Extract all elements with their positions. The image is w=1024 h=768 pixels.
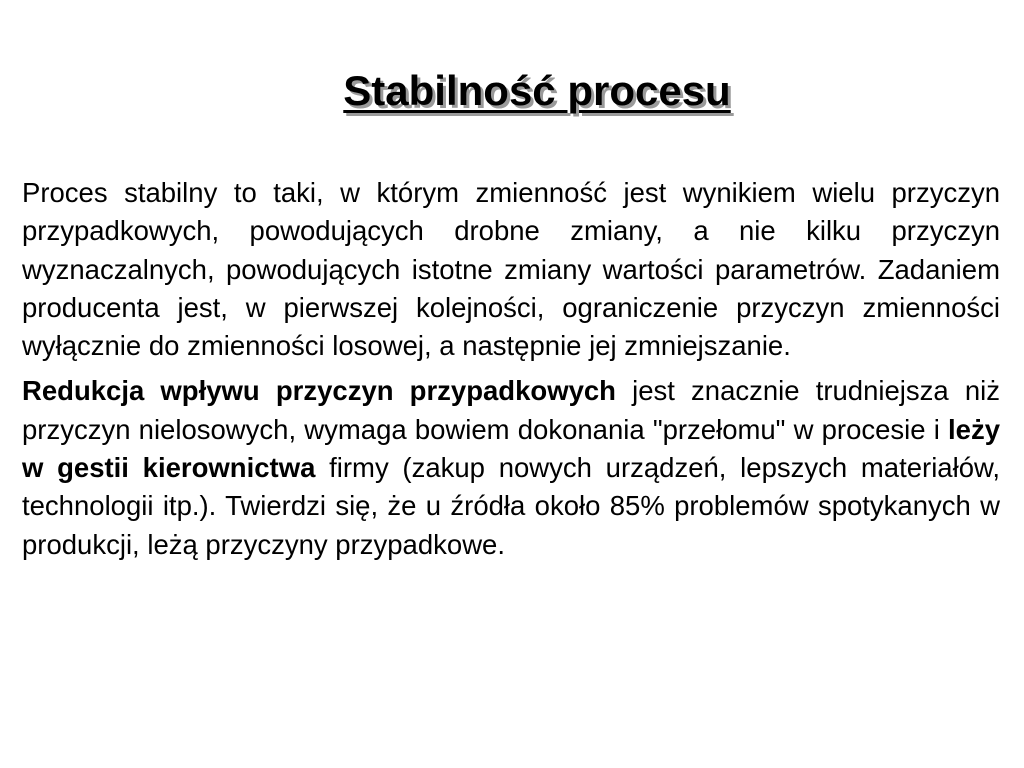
bold-phrase-management: leży w gestii kierownictwa xyxy=(22,413,1000,484)
paragraph-random-causes xyxy=(22,372,1000,563)
paragraph-text: firmy (zakup nowych urządzeń, lepszych materiałów, technologii itp.). Twierdzi się, że u źródła około 85% problemów spotykanych w produkcji, leżą przyczyny przypadkowe. xyxy=(22,452,1000,560)
slide-body xyxy=(22,174,1000,564)
paragraph-stable-process: Proces stabilny to taki, w którym zmienność jest wynikiem wielu przyczyn przypadkowych, powodujących drobne zmiany, a nie kilku przyczyn wyznaczalnych, powodujących istotne zmiany wartości parametrów. Zadaniem producenta jest, w pierwszej kolejności, ograniczenie przyczyn zmienności wyłącznie do zmienności losowej, a następnie jej zmniejszanie. xyxy=(22,177,1000,362)
paragraph-text: jest znacznie trudniejsza niż przyczyn nielosowych, wymaga bowiem dokonania "przełomu" w procesie i xyxy=(22,375,1000,445)
slide-title: Stabilność procesu xyxy=(343,67,731,114)
bold-phrase-random-causes: Redukcja wpływu przyczyn przypadkowych xyxy=(22,375,616,407)
